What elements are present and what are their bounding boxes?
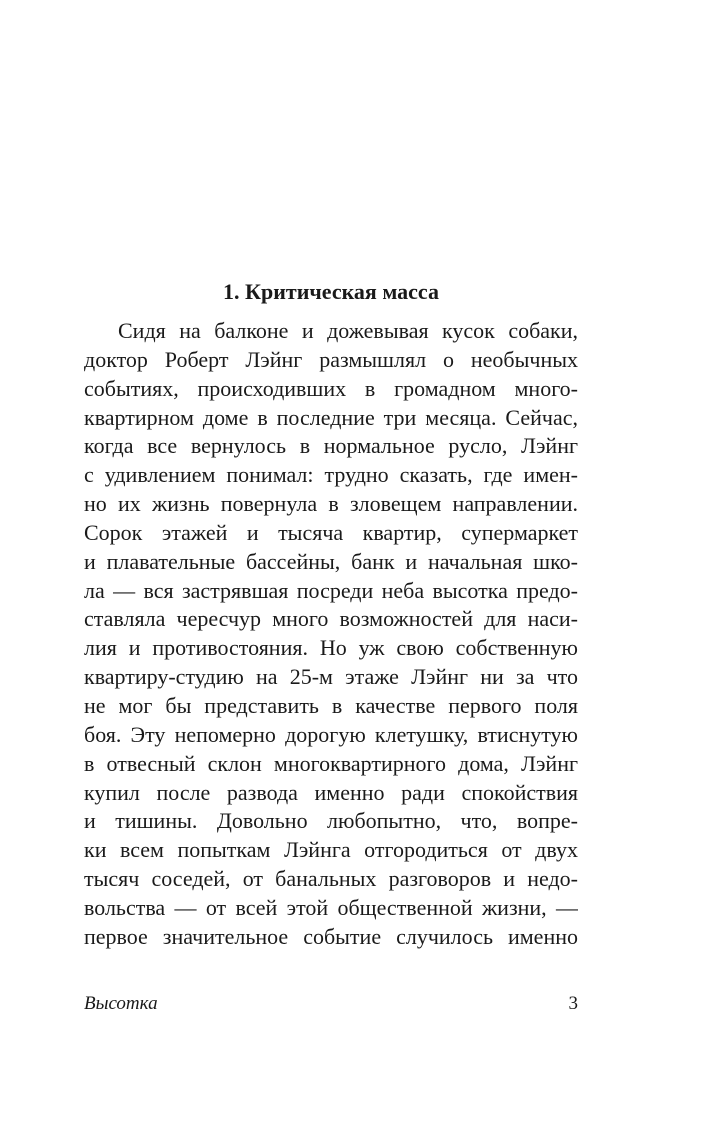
text-line: ла — вся застрявшая посреди неба высотка предо-	[84, 577, 578, 603]
text-line: лия и противостояния. Но уж свою собственную	[84, 635, 578, 661]
text-line: боя. Эту непомерно дорогую клетушку, втиснутую	[84, 721, 578, 747]
text-line: не мог бы представить в качестве первого поля	[84, 692, 578, 718]
text-line: и тишины. Довольно любопытно, что, вопре-	[84, 808, 578, 834]
text-line: квартиру-студию на 25-м этаже Лэйнг ни за что	[84, 664, 578, 690]
text-line: Сидя на балконе и дожевывая кусок собаки,	[118, 318, 578, 343]
running-title: Высотка	[84, 993, 158, 1014]
text-line: Сорок этажей и тысяча квартир, супермаркет	[84, 519, 578, 545]
text-line: квартирном доме в последние три месяца. Сейчас,	[84, 404, 578, 430]
body-text	[84, 317, 578, 952]
text-line: доктор Роберт Лэйнг размышлял о необычных	[84, 346, 578, 372]
text-line: и плавательные бассейны, банк и начальная шко-	[84, 548, 578, 574]
page-number: 3	[568, 993, 578, 1014]
text-line: с удивлением понимал: трудно сказать, где имен-	[84, 462, 578, 488]
text-line: первое значительное событие случилось именно	[84, 923, 578, 949]
text-line: купил после развода именно ради спокойствия	[84, 779, 578, 805]
text-line: когда все вернулось в нормальное русло, Лэйнг	[84, 433, 578, 459]
text-line: ки всем попыткам Лэйнга отгородиться от двух	[84, 837, 578, 863]
chapter-title: 1. Критическая масса	[223, 279, 439, 304]
text-line: но их жизнь повернула в зловещем направлении.	[84, 491, 578, 517]
text-line: ставляла чересчур много возможностей для наси-	[84, 606, 578, 632]
text-line: вольства — от всей этой общественной жизни, —	[84, 894, 578, 920]
text-line: событиях, происходивших в громадном много-	[84, 375, 578, 401]
text-line: тысяч соседей, от банальных разговоров и недо-	[84, 866, 578, 892]
text-line: в отвесный склон многоквартирного дома, Лэйнг	[84, 750, 578, 776]
